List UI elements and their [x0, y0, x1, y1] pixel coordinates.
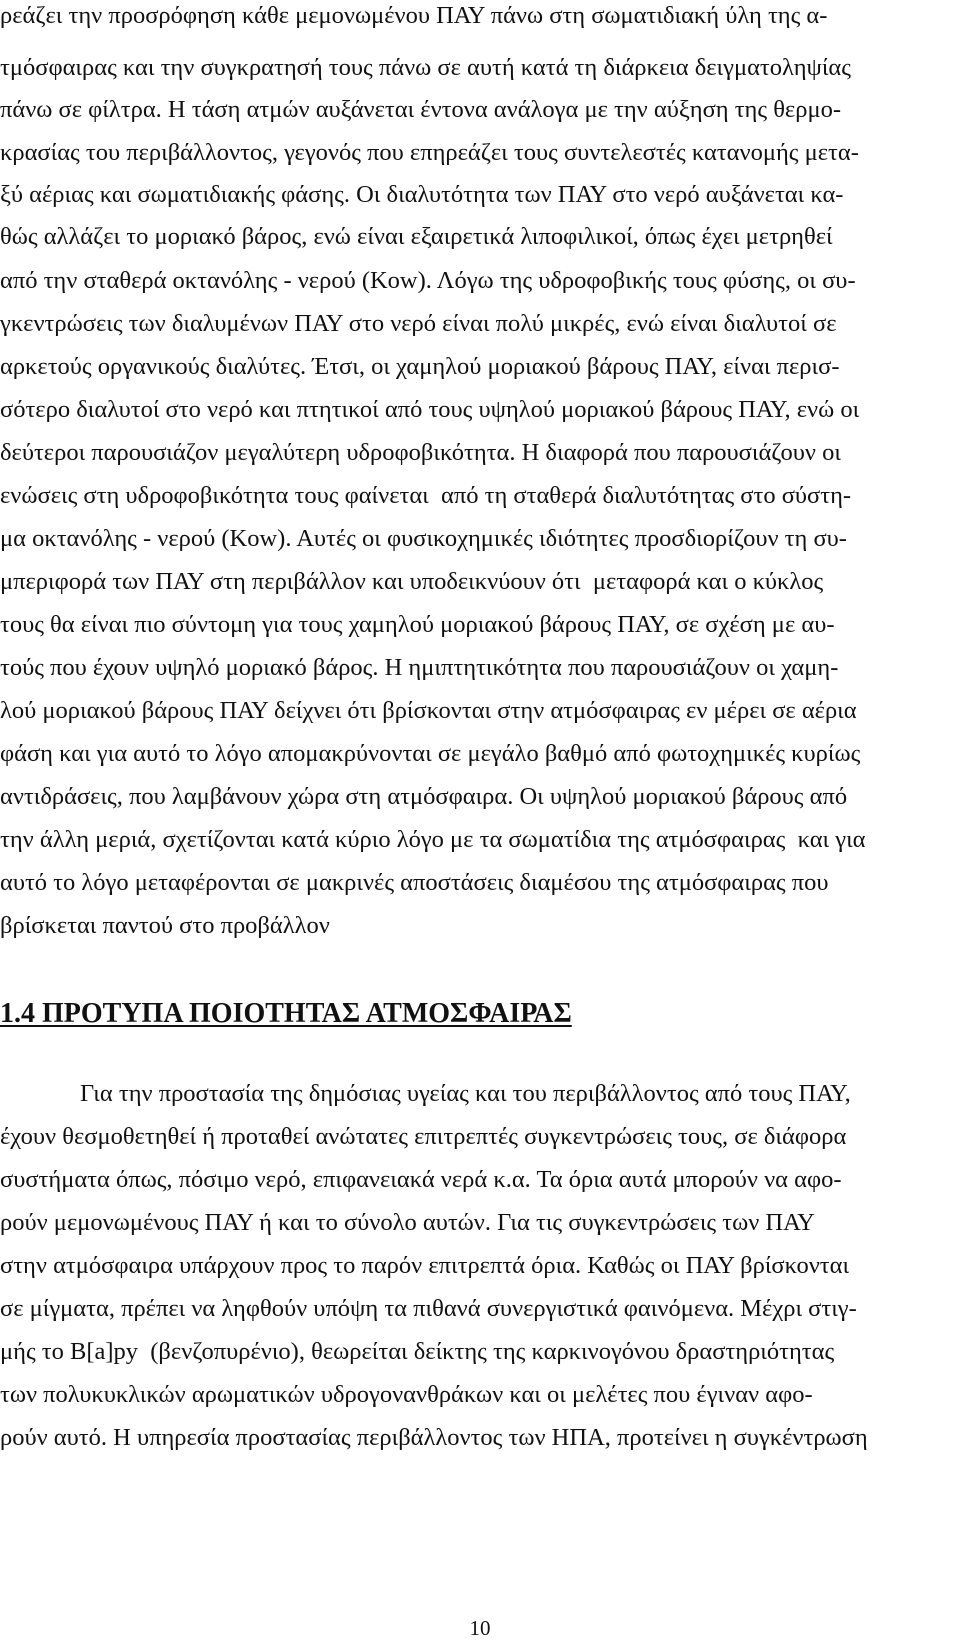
text-line: συστήματα όπως, πόσιμο νερό, επιφανειακά νερά κ.α. Τα όρια αυτά μπορούν να αφο-	[0, 1166, 842, 1193]
text-line: την άλλη μεριά, σχετίζονται κατά κύριο λόγο με τα σωματίδια της ατμόσφαιρας και για	[0, 826, 866, 853]
text-line: σότερο διαλυτοί στο νερό και πτητικοί από τους υψηλού μοριακού βάρους ΠΑΥ, ενώ οι	[0, 396, 860, 423]
text-line: λού μοριακού βάρους ΠΑΥ δείχνει ότι βρίσκονται στην ατμόσφαιρας εν μέρει σε αέρια	[0, 697, 857, 724]
text-line: έχουν θεσμοθετηθεί ή προταθεί ανώτατες επιτρεπτές συγκεντρώσεις τους, σε διάφορα	[0, 1123, 847, 1150]
text-line: κρασίας του περιβάλλοντος, γεγονός που επηρεάζει τους συντελεστές κατανομής μετα-	[0, 139, 859, 166]
text-line: μπεριφορά των ΠΑΥ στη περιβάλλον και υποδεικνύουν ότι μεταφορά και ο κύκλος	[0, 568, 824, 595]
text-line: αρκετούς οργανικούς διαλύτες. Έτσι, οι χαμηλού μοριακού βάρους ΠΑΥ, είναι περισ-	[0, 353, 840, 380]
page-number: 10	[469, 1616, 491, 1640]
text-line: τμόσφαιρας και την συγκρατησή τους πάνω σε αυτή κατά τη διάρκεια δειγματοληψίας	[0, 54, 851, 81]
text-line: των πολυκυκλικών αρωματικών υδρογονανθράκων και οι μελέτες που έγιναν αφο-	[0, 1381, 813, 1408]
text-line: ρεάζει την προσρόφηση κάθε μεμονωμένου ΠΑΥ πάνω στη σωματιδιακή ύλη της α-	[0, 2, 828, 29]
text-line: ξύ αέριας και σωματιδιακής φάσης. Οι διαλυτότητα των ΠΑΥ στο νερό αυξάνεται κα-	[0, 181, 844, 208]
text-line: ρούν αυτό. Η υπηρεσία προστασίας περιβάλλοντος των ΗΠΑ, προτείνει η συγκέντρωση	[0, 1424, 868, 1451]
section-heading: 1.4 ΠΡΟΤΥΠΑ ΠΟΙΟΤΗΤΑΣ ΑΤΜΟΣΦΑΙΡΑΣ	[0, 998, 572, 1029]
text-line: θώς αλλάζει το μοριακό βάρος, ενώ είναι εξαιρετικά λιποφιλικοί, όπως έχει μετρηθεί	[0, 223, 833, 250]
text-line: Για την προστασία της δημόσιας υγείας και του περιβάλλοντος από τους ΠΑΥ,	[80, 1080, 851, 1107]
text-line: από την σταθερά οκτανόλης - νερού (Kow). Λόγω της υδροφοβικής τους φύσης, οι συ-	[0, 267, 856, 294]
text-line: στην ατμόσφαιρα υπάρχουν προς το παρόν επιτρεπτά όρια. Καθώς οι ΠΑΥ βρίσκονται	[0, 1252, 850, 1279]
text-line: πάνω σε φίλτρα. Η τάση ατμών αυξάνεται έντονα ανάλογα με την αύξηση της θερμο-	[0, 96, 841, 123]
text-line: σε μίγματα, πρέπει να ληφθούν υπόψη τα πιθανά συνεργιστικά φαινόμενα. Μέχρι στιγ-	[0, 1295, 857, 1322]
text-line: γκεντρώσεις των διαλυμένων ΠΑΥ στο νερό είναι πολύ μικρές, ενώ είναι διαλυτοί σε	[0, 310, 837, 337]
text-line: ρούν μεμονωμένους ΠΑΥ ή και το σύνολο αυτών. Για τις συγκεντρώσεις των ΠΑΥ	[0, 1209, 815, 1236]
text-line: τους θα είναι πιο σύντομη για τους χαμηλού μοριακού βάρους ΠΑΥ, σε σχέση με αυ-	[0, 611, 835, 638]
text-line: μής το B[a]py (βενζοπυρένιο), θεωρείται δείκτης της καρκινογόνου δραστηριότητας	[0, 1338, 835, 1365]
text-line: αυτό το λόγο μεταφέρονται σε μακρινές αποστάσεις διαμέσου της ατμόσφαιρας που	[0, 869, 829, 896]
text-line: βρίσκεται παντού στο προβάλλον	[0, 912, 330, 939]
text-line: αντιδράσεις, που λαμβάνουν χώρα στη ατμόσφαιρα. Οι υψηλού μοριακού βάρους από	[0, 783, 848, 810]
text-line: φάση και για αυτό το λόγο απομακρύνονται σε μεγάλο βαθμό από φωτοχημικές κυρίως	[0, 740, 861, 767]
text-line: ενώσεις στη υδροφοβικότητα τους φαίνεται από τη σταθερά διαλυτότητας στο σύστη-	[0, 482, 852, 509]
text-line: δεύτεροι παρουσιάζον μεγαλύτερη υδροφοβικότητα. Η διαφορά που παρουσιάζουν οι	[0, 439, 841, 466]
text-line: τούς που έχουν υψηλό μοριακό βάρος. Η ημιπτητικότητα που παρουσιάζουν οι χαμη-	[0, 654, 839, 681]
text-line: μα οκτανόλης - νερού (Kow). Αυτές οι φυσικοχημικές ιδιότητες προσδιορίζουν τη συ-	[0, 525, 847, 552]
